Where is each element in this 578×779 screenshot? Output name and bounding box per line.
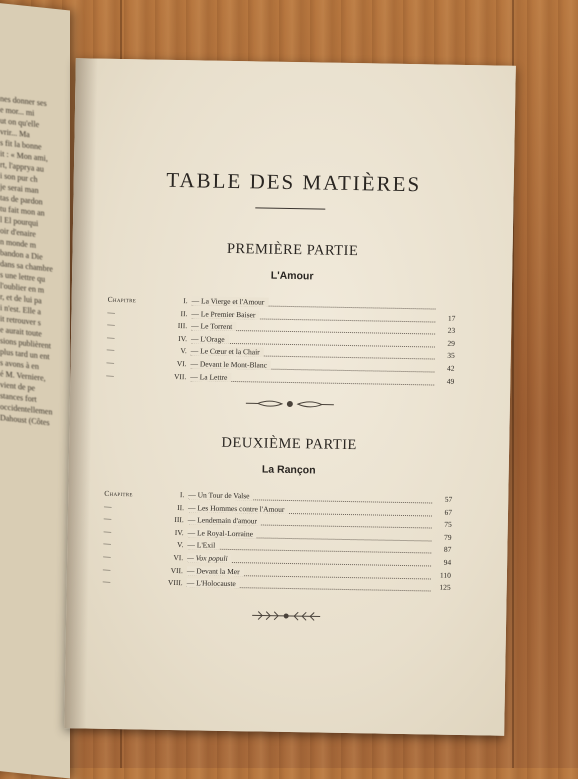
- chapter-title: — L'Exil: [187, 541, 215, 550]
- bleed-line: stances fort: [0, 390, 68, 408]
- chapter-prefix: —: [107, 333, 115, 342]
- chapter-number: VII.: [174, 372, 186, 381]
- chapter-title: — Devant la Mer: [187, 566, 240, 576]
- page-number: 79: [434, 532, 452, 541]
- chapter-number: IV.: [178, 334, 187, 343]
- bleed-line: n monde m: [0, 236, 68, 254]
- chapter-title: — La Vierge et l'Amour: [192, 296, 265, 306]
- bleed-line: dans sa chambre: [0, 258, 68, 276]
- part-2-subtitle: La Rançon: [69, 460, 509, 480]
- chapter-title: — L'Holocauste: [187, 578, 236, 588]
- title-rule: [255, 207, 325, 209]
- chapter-title: — Les Hommes contre l'Amour: [188, 503, 284, 514]
- chapter-title: — Le Cœur et la Chair: [191, 347, 260, 357]
- chapter-number: VI.: [177, 359, 187, 368]
- chapter-title: — Lendemain d'amour: [188, 515, 257, 525]
- page-number: 67: [434, 507, 452, 516]
- page-number: 94: [433, 557, 451, 566]
- chapter-number: V.: [177, 540, 183, 549]
- bleed-line: s fit la bonne: [0, 137, 68, 155]
- chapter-number: III.: [178, 321, 188, 330]
- bleed-line: l'oublier en m: [0, 280, 68, 298]
- bleed-line: l El pourqui: [0, 214, 68, 232]
- bleed-line: Dahoust (Côtes: [0, 412, 68, 430]
- bleed-line: vrir... Ma: [0, 126, 68, 144]
- bleed-line: occidentellemen: [0, 401, 68, 419]
- part-1-title: PREMIÈRE PARTIE: [72, 238, 512, 263]
- chapter-prefix: —: [104, 527, 112, 536]
- page-number: 29: [437, 338, 455, 347]
- chapter-number: VII.: [171, 566, 183, 575]
- chapter-prefix: Chapitre: [104, 489, 133, 498]
- bleed-line: it : « Mon ami,: [0, 148, 68, 166]
- bleed-line: bandon a Die: [0, 247, 68, 265]
- page-number: 57: [434, 495, 452, 504]
- bleed-line: s une lettre qu: [0, 269, 68, 287]
- part-2-title: DEUXIÈME PARTIE: [69, 432, 509, 457]
- table-of-contents-page: [64, 58, 516, 736]
- page-number: 49: [436, 376, 454, 385]
- page-number: 35: [437, 351, 455, 360]
- chapter-number: I.: [183, 296, 188, 305]
- part-2-chapter-list: [103, 489, 453, 596]
- bleed-line: tas de pardon: [0, 192, 68, 210]
- chapter-title: — Devant le Mont-Blanc: [190, 359, 267, 369]
- bleed-line: i son pur ch: [0, 170, 68, 188]
- page-number: 42: [436, 364, 454, 373]
- bleed-line: it retrouver s: [0, 313, 68, 331]
- chapter-prefix: —: [103, 539, 111, 548]
- bleed-line: s avons à en: [0, 357, 68, 375]
- part-1-chapter-list: [106, 295, 455, 389]
- chapter-prefix: —: [104, 514, 112, 523]
- chapter-title: — La Lettre: [190, 372, 227, 382]
- chapter-title: — Le Royal-Lorraine: [188, 528, 254, 538]
- page-number: 87: [433, 545, 451, 554]
- chapter-number: II.: [177, 503, 184, 512]
- chapter-prefix: —: [107, 307, 115, 316]
- page-number: 17: [437, 313, 455, 322]
- bleed-line: é M. Verniere,: [0, 368, 68, 386]
- bleed-line: e mor... mi: [0, 104, 68, 122]
- dot-leader: [187, 547, 431, 554]
- chapter-prefix: —: [103, 564, 111, 573]
- chapter-prefix: Chapitre: [108, 295, 137, 304]
- bleed-line: rt, l'apprya au: [0, 159, 68, 177]
- page-number: 125: [433, 583, 451, 592]
- left-page-text: [0, 93, 68, 430]
- bleed-line: r, et de lui pa: [0, 291, 68, 309]
- chapter-number: III.: [174, 515, 184, 524]
- chapter-title: — Un Tour de Valse: [188, 490, 249, 500]
- bleed-line: ut on qu'elle: [0, 115, 68, 133]
- part-1-subtitle: L'Amour: [72, 266, 512, 286]
- bleed-line: plus tard un ent: [0, 346, 68, 364]
- bleed-line: e aurait toute: [0, 324, 68, 342]
- chapter-prefix: —: [106, 358, 114, 367]
- chapter-prefix: —: [107, 320, 115, 329]
- bleed-line: tu fait mon an: [0, 203, 68, 221]
- chapter-number: V.: [180, 346, 186, 355]
- page-number: 23: [437, 326, 455, 335]
- chapter-title: — Le Torrent: [191, 321, 232, 331]
- page-number: 75: [434, 520, 452, 529]
- bleed-line: je serai man: [0, 181, 68, 199]
- bleed-line: sions publièrent: [0, 335, 68, 353]
- closing-ornament: [66, 606, 506, 626]
- chapter-title: — Vox populi: [187, 553, 228, 563]
- chapter-title: — Le Premier Baiser: [191, 309, 255, 319]
- bleed-line: nes donner ses: [0, 93, 68, 111]
- bleed-line: i n'est. Elle a: [0, 302, 68, 320]
- chapter-number: I.: [180, 490, 185, 499]
- chapter-prefix: —: [103, 552, 111, 561]
- page-number: 110: [433, 570, 451, 579]
- chapter-prefix: —: [107, 345, 115, 354]
- chapter-number: IV.: [175, 528, 184, 537]
- chapter-number: VI.: [173, 553, 183, 562]
- bleed-line: oir d'enaire: [0, 225, 68, 243]
- chapter-prefix: —: [104, 501, 112, 510]
- bleed-line: vient de pe: [0, 379, 68, 397]
- chapter-prefix: —: [106, 370, 114, 379]
- chapter-prefix: —: [103, 577, 111, 586]
- chapter-number: VIII.: [168, 578, 183, 587]
- left-page: [0, 0, 70, 779]
- fleuron-ornament: [70, 394, 510, 414]
- chapter-number: II.: [180, 309, 187, 318]
- page-title: TABLE DES MATIÈRES: [74, 166, 514, 199]
- chapter-title: — L'Orage: [191, 334, 225, 344]
